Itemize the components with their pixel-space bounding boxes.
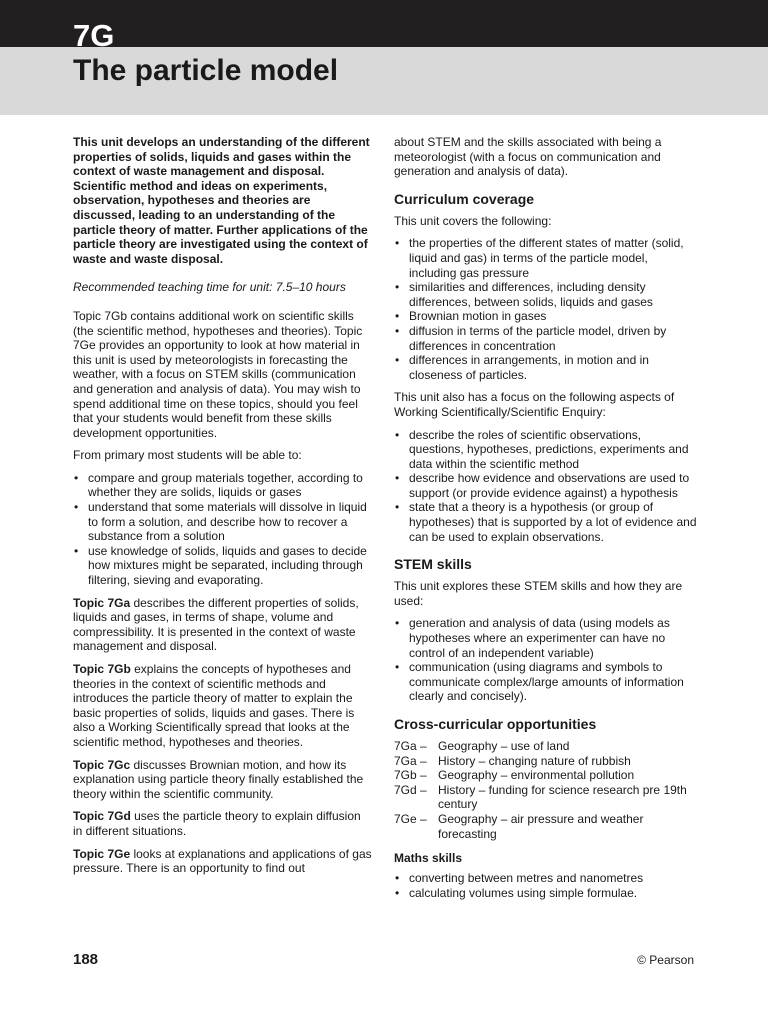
unit-code: 7G — [73, 18, 115, 53]
working-scientifically-list — [394, 428, 698, 545]
stem-lead: This unit explores these STEM skills and how they are used: — [394, 579, 683, 608]
topic-7ga-paragraph: Topic 7Ga describes the different properties of solids, liquids and gases, in terms of shape, volume and compressibility. It is presented in the context of waste management and disposal. — [73, 595, 359, 654]
topic-7ge-paragraph: Topic 7Ge looks at explanations and applications of gas pressure. There is an opportunity to find out — [73, 846, 372, 876]
unit-introduction: This unit develops an understanding of the different properties of solids, liquids and gases within the context of waste management and disposal. Scientific method and ideas on experiments, observation, hypotheses and theories are discussed, leading to an understanding of the particle theory of matter. Further applications of the particle theory are investigated using the context of waste and waste disposal. — [73, 135, 370, 266]
header-dark-band — [0, 0, 768, 47]
list-item: • describe the roles of scientific observations, questions, hypotheses, predictions, experiments and data within the scientific method — [395, 427, 689, 471]
list-item: • calculating volumes using simple formulae. — [395, 885, 638, 900]
topic-7gc-paragraph: Topic 7Gc discusses Brownian motion, and how its explanation using particle theory finally established the theory within the scientific community. — [73, 757, 364, 801]
cross-curricular-row: 7Ga – Geography – use of land — [394, 739, 570, 753]
page-title: The particle model — [73, 54, 339, 87]
stem-skills-list — [394, 616, 698, 704]
page-number: 188 — [73, 951, 99, 968]
recommended-teaching-time: Recommended teaching time for unit: 7.5–10 hours — [73, 280, 346, 295]
list-item: • Brownian motion in gases — [395, 309, 547, 324]
right-column — [394, 135, 698, 908]
cross-curricular-row: 7Ga – History – changing nature of rubbish — [394, 753, 631, 768]
list-item: • converting between metres and nanometres — [395, 871, 644, 886]
curriculum-lead: This unit covers the following: — [394, 213, 552, 228]
copyright-notice: © Pearson — [637, 953, 694, 967]
cross-curricular-row: 7Gd – History – funding for science research pre 19th century — [394, 782, 687, 812]
list-item: • state that a theory is a hypothesis (or group of hypotheses) that is supported by a lot of evidence and can be used to explain observations. — [395, 500, 697, 544]
maths-skills-heading: Maths skills — [394, 851, 463, 866]
list-item: • differences in arrangements, in motion and in closeness of particles. — [395, 353, 649, 382]
list-item: • use knowledge of solids, liquids and gases to decide how mixtures might be separated, including through filtering, sieving and evaporating. — [74, 543, 367, 588]
primary-lead: From primary most students will be able to: — [73, 448, 302, 463]
cross-curricular-list — [394, 739, 698, 841]
curriculum-list — [394, 236, 698, 382]
topic-7gb-7ge-paragraph: Topic 7Gb contains additional work on scientific skills (the scientific method, hypotheses and theories). Topic 7Ge provides an opportunity to look at how material in this unit is used by meteorologists in forecasting the weather, with a focus on STEM skills (communication and generation and analysis of data). You may wish to spend additional time on these topics, should you feel that your students would benefit from these skills development opportunities. — [73, 308, 363, 440]
list-item: • describe how evidence and observations are used to support (or provide evidence against) a hypothesis — [395, 471, 690, 500]
curriculum-coverage-heading: Curriculum coverage — [394, 190, 535, 207]
list-item: • compare and group materials together, according to whether they are solids, liquids or gases — [74, 470, 363, 500]
list-item: • similarities and differences, including density differences, between solids, liquids and gases — [395, 280, 653, 309]
maths-skills-list — [394, 871, 698, 900]
cross-curricular-row: 7Gb – Geography – environmental pollution — [394, 768, 635, 783]
cross-curricular-heading: Cross-curricular opportunities — [394, 716, 597, 732]
list-item: • the properties of the different states of matter (solid, liquid and gas) in terms of the particle model, including gas pressure — [395, 236, 684, 280]
stem-skills-heading: STEM skills — [394, 556, 472, 573]
topic-7gd-paragraph: Topic 7Gd uses the particle theory to explain diffusion in different situations. — [73, 809, 361, 838]
list-item: • communication (using diagrams and symbols to communicate complex/large amounts of information clearly and concisely). — [395, 660, 684, 704]
working-scientifically-lead: This unit also has a focus on the following aspects of Working Scientifically/Scientific Enquiry: — [394, 390, 675, 419]
list-item: • diffusion in terms of the particle model, driven by differences in concentration — [395, 323, 667, 353]
list-item: • generation and analysis of data (using models as hypotheses where an experimenter can have no control of an independent variable) — [395, 616, 670, 660]
cross-curricular-row: 7Ge – Geography – air pressure and weather forecasting — [394, 811, 644, 841]
list-item: • understand that some materials will dissolve in liquid to form a solution, and describe how to recover a substance from a solution — [74, 500, 367, 544]
continuation-paragraph: about STEM and the skills associated with being a meteorologist (with a focus on communication and generation and analysis of data). — [394, 135, 662, 179]
topic-7gb-paragraph: Topic 7Gb explains the concepts of hypotheses and theories in the context of scientific methods and introduces the particle theory of matter to explain the basic properties of solids, liquids and gases. There is also a Working Scientifically spread that looks at the scientific method, hypotheses and theories. — [73, 662, 355, 749]
primary-skills-list — [73, 471, 373, 588]
left-column — [73, 135, 373, 884]
